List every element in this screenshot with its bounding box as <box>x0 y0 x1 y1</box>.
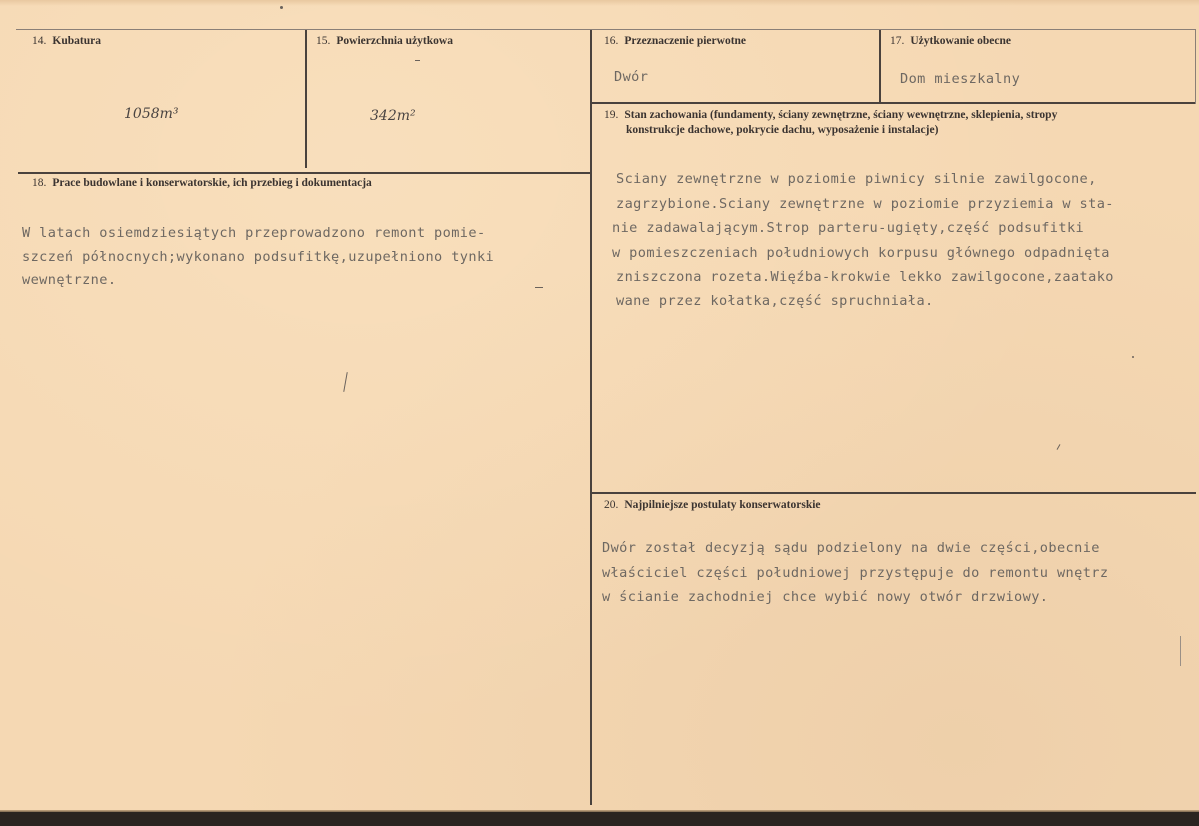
pen-mark <box>1180 636 1181 666</box>
field-14-label <box>32 34 101 48</box>
field-17-label <box>890 34 1011 48</box>
field-19-line: wane przez kołatka,część spruchniała. <box>616 293 934 309</box>
field-15-title: Powierzchnia użytkowa <box>336 35 453 47</box>
pen-mark <box>535 287 543 288</box>
field-20-title: Najpilniejsze postulaty konserwatorskie <box>624 499 821 511</box>
field-19-line: Sciany zewnętrzne w poziomie piwnicy silnie zawilgocone, <box>616 171 1097 187</box>
field-15-label <box>316 34 453 48</box>
field-19-label-line2: konstrukcje dachowe, pokrycie dachu, wyposażenie i instalacje) <box>626 124 939 136</box>
field-18-line: W latach osiemdziesiątych przeprowadzono remont pomie- <box>22 225 486 241</box>
field-20-label <box>604 498 821 512</box>
pen-mark <box>415 60 420 61</box>
field-19-label <box>604 108 1057 122</box>
field-19-line: w pomieszczeniach południowych korpusu głównego odpadnięta <box>612 245 1110 261</box>
field-18-line: wewnętrzne. <box>22 272 117 288</box>
field-19-line: zniszczona rozeta.Więźba-krokwie lekko zawilgocone,zaatako <box>616 269 1114 285</box>
field-19-number: 19. <box>604 109 619 121</box>
pen-mark <box>1132 356 1134 358</box>
top-rule <box>16 29 1196 30</box>
field-17-number: 17. <box>890 35 905 47</box>
paper-top-edge <box>0 0 1199 6</box>
field-15-value: 342m² <box>370 108 416 124</box>
field-18-line: szczeń północnych;wykonano podsufitkę,uzupełniono tynki <box>22 249 495 265</box>
field-16-label <box>604 34 746 48</box>
field-14-title: Kubatura <box>52 35 101 47</box>
field-15-number: 15. <box>316 35 331 47</box>
pen-mark <box>343 372 347 392</box>
field-14-value: 1058m³ <box>124 106 179 122</box>
divider-14-15 <box>305 30 307 168</box>
field-20-number: 20. <box>604 499 619 511</box>
field-16-title: Przeznaczenie pierwotne <box>624 35 747 47</box>
field-19-line: zagrzybione.Sciany zewnętrzne w poziomie przyziemia w sta- <box>616 196 1114 212</box>
field-20-line: Dwór został decyzją sądu podzielony na dwie części,obecnie <box>602 540 1100 556</box>
field-18-number: 18. <box>32 177 47 189</box>
rule-above-20 <box>592 492 1196 494</box>
field-19-title-line1: Stan zachowania (fundamenty, ściany zewnętrzne, ściany wewnętrzne, sklepienia, stropy <box>624 109 1058 121</box>
pen-mark <box>1057 444 1061 450</box>
field-17-title: Użytkowanie obecne <box>910 35 1011 47</box>
field-18-title: Prace budowlane i konserwatorskie, ich przebieg i dokumentacja <box>52 177 372 189</box>
main-divider <box>590 30 592 805</box>
field-16-number: 16. <box>604 35 619 47</box>
right-border <box>1195 30 1196 104</box>
scan-bottom-edge <box>0 812 1199 826</box>
field-18-label <box>32 176 372 190</box>
field-16-value: Dwór <box>614 69 649 85</box>
rule-above-18 <box>18 172 592 174</box>
divider-16-17 <box>879 30 881 102</box>
field-17-value: Dom mieszkalny <box>900 71 1021 87</box>
field-14-number: 14. <box>32 35 47 47</box>
field-19-line: nie zadawalającym.Strop parteru-ugięty,część podsufitki <box>612 220 1085 236</box>
field-20-line: w ścianie zachodniej chce wybić nowy otwór drzwiowy. <box>602 589 1049 605</box>
field-20-line: właściciel części południowej przystępuje do remontu wnętrz <box>602 565 1109 581</box>
pen-mark <box>280 6 283 9</box>
rule-above-19 <box>592 102 1196 104</box>
